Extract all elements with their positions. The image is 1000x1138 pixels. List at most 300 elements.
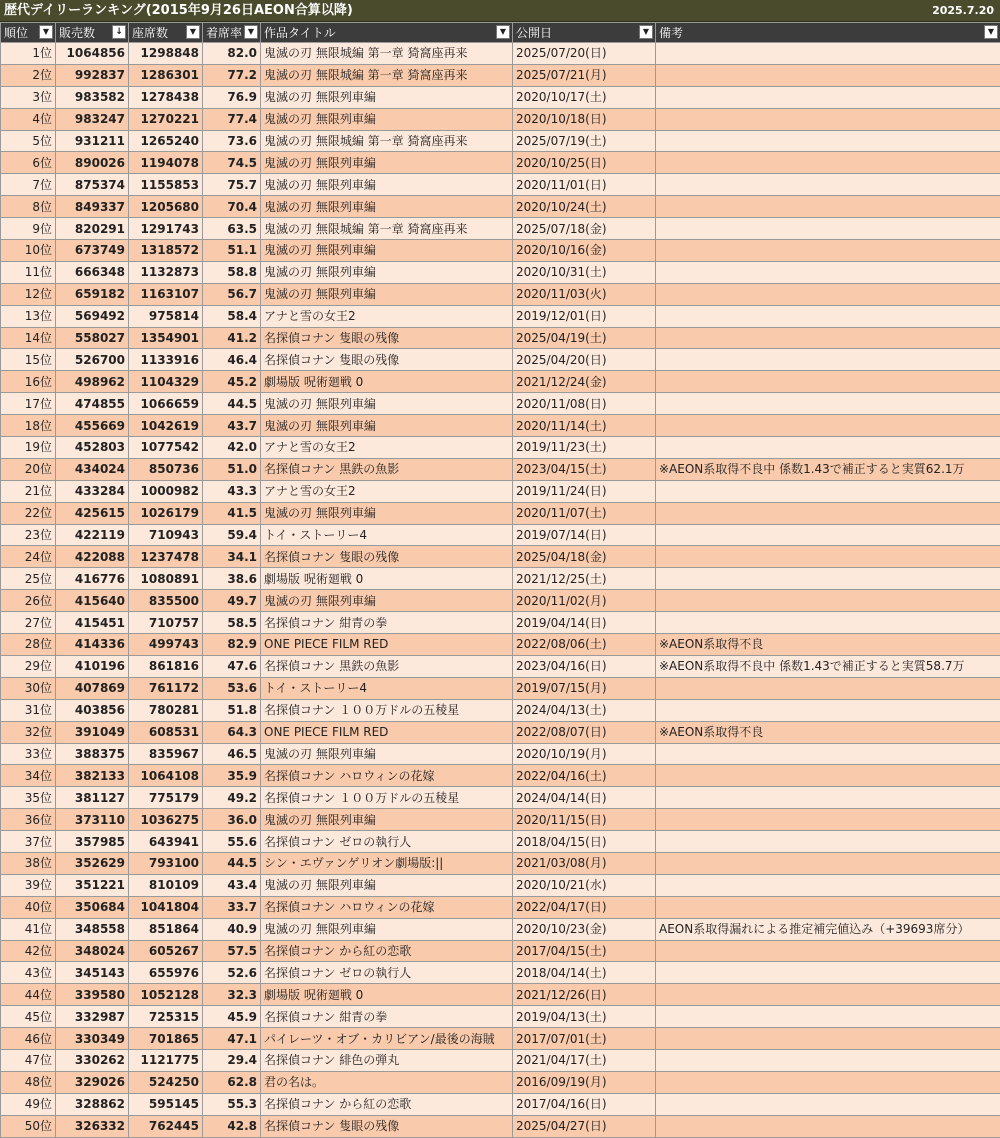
cell-rate[interactable]: 56.7	[203, 283, 261, 305]
cell-rate[interactable]: 75.7	[203, 174, 261, 196]
cell-seats[interactable]: 835967	[129, 743, 203, 765]
cell-note[interactable]	[656, 940, 1000, 962]
cell-seats[interactable]: 499743	[129, 634, 203, 656]
cell-sales[interactable]: 339580	[56, 984, 129, 1006]
cell-date[interactable]: 2021/04/17(土)	[513, 1049, 656, 1071]
cell-seats[interactable]: 1042619	[129, 415, 203, 437]
cell-rank[interactable]: 29位	[1, 655, 56, 677]
cell-date[interactable]: 2024/04/14(日)	[513, 787, 656, 809]
cell-date[interactable]: 2022/08/06(土)	[513, 634, 656, 656]
cell-rank[interactable]: 1位	[1, 43, 56, 65]
cell-sales[interactable]: 455669	[56, 415, 129, 437]
cell-title[interactable]: 名探偵コナン 隻眼の残像	[261, 327, 513, 349]
cell-seats[interactable]: 835500	[129, 590, 203, 612]
cell-title[interactable]: 名探偵コナン ゼロの執行人	[261, 962, 513, 984]
cell-title[interactable]: 名探偵コナン １００万ドルの五稜星	[261, 787, 513, 809]
cell-rank[interactable]: 49位	[1, 1093, 56, 1115]
cell-rank[interactable]: 2位	[1, 64, 56, 86]
cell-date[interactable]: 2019/04/14(日)	[513, 612, 656, 634]
cell-date[interactable]: 2019/04/13(土)	[513, 1006, 656, 1028]
cell-rank[interactable]: 8位	[1, 196, 56, 218]
cell-title[interactable]: 劇場版 呪術廻戦 0	[261, 371, 513, 393]
cell-date[interactable]: 2020/10/19(月)	[513, 743, 656, 765]
cell-rate[interactable]: 45.9	[203, 1006, 261, 1028]
cell-title[interactable]: 鬼滅の刃 無限列車編	[261, 918, 513, 940]
cell-rate[interactable]: 74.5	[203, 152, 261, 174]
cell-title[interactable]: 鬼滅の刃 無限列車編	[261, 108, 513, 130]
cell-title[interactable]: 鬼滅の刃 無限列車編	[261, 152, 513, 174]
cell-seats[interactable]: 861816	[129, 655, 203, 677]
cell-note[interactable]	[656, 480, 1000, 502]
cell-note[interactable]	[656, 962, 1000, 984]
cell-seats[interactable]: 810109	[129, 874, 203, 896]
cell-rank[interactable]: 37位	[1, 831, 56, 853]
cell-note[interactable]	[656, 86, 1000, 108]
cell-date[interactable]: 2016/09/19(月)	[513, 1071, 656, 1093]
cell-seats[interactable]: 775179	[129, 787, 203, 809]
cell-sales[interactable]: 569492	[56, 305, 129, 327]
cell-seats[interactable]: 595145	[129, 1093, 203, 1115]
cell-title[interactable]: 鬼滅の刃 無限列車編	[261, 174, 513, 196]
cell-note[interactable]	[656, 1028, 1000, 1050]
cell-note[interactable]	[656, 984, 1000, 1006]
cell-rate[interactable]: 32.3	[203, 984, 261, 1006]
cell-sales[interactable]: 422088	[56, 546, 129, 568]
cell-seats[interactable]: 761172	[129, 677, 203, 699]
cell-seats[interactable]: 524250	[129, 1071, 203, 1093]
cell-sales[interactable]: 332987	[56, 1006, 129, 1028]
cell-note[interactable]	[656, 809, 1000, 831]
cell-date[interactable]: 2021/12/26(日)	[513, 984, 656, 1006]
cell-sales[interactable]: 849337	[56, 196, 129, 218]
cell-date[interactable]: 2020/10/16(金)	[513, 240, 656, 262]
cell-title[interactable]: 名探偵コナン ハロウィンの花嫁	[261, 765, 513, 787]
cell-date[interactable]: 2021/03/08(月)	[513, 852, 656, 874]
cell-rank[interactable]: 17位	[1, 393, 56, 415]
cell-sales[interactable]: 348024	[56, 940, 129, 962]
cell-title[interactable]: 鬼滅の刃 無限列車編	[261, 809, 513, 831]
cell-seats[interactable]: 1286301	[129, 64, 203, 86]
cell-seats[interactable]: 1205680	[129, 196, 203, 218]
cell-seats[interactable]: 1080891	[129, 568, 203, 590]
cell-rate[interactable]: 59.4	[203, 524, 261, 546]
cell-note[interactable]	[656, 218, 1000, 240]
cell-note[interactable]: ※AEON系取得不良	[656, 721, 1000, 743]
cell-rate[interactable]: 62.8	[203, 1071, 261, 1093]
cell-note[interactable]	[656, 831, 1000, 853]
cell-seats[interactable]: 1155853	[129, 174, 203, 196]
cell-rank[interactable]: 10位	[1, 240, 56, 262]
cell-note[interactable]	[656, 240, 1000, 262]
cell-date[interactable]: 2022/04/17(日)	[513, 896, 656, 918]
cell-note[interactable]	[656, 590, 1000, 612]
cell-note[interactable]	[656, 896, 1000, 918]
cell-rank[interactable]: 46位	[1, 1028, 56, 1050]
cell-title[interactable]: 名探偵コナン 黒鉄の魚影	[261, 458, 513, 480]
cell-note[interactable]	[656, 743, 1000, 765]
cell-note[interactable]	[656, 43, 1000, 65]
cell-sales[interactable]: 983247	[56, 108, 129, 130]
cell-date[interactable]: 2020/11/03(火)	[513, 283, 656, 305]
cell-seats[interactable]: 780281	[129, 699, 203, 721]
cell-sales[interactable]: 931211	[56, 130, 129, 152]
cell-note[interactable]	[656, 874, 1000, 896]
cell-title[interactable]: 鬼滅の刃 無限列車編	[261, 415, 513, 437]
cell-rank[interactable]: 24位	[1, 546, 56, 568]
cell-rank[interactable]: 7位	[1, 174, 56, 196]
cell-note[interactable]	[656, 393, 1000, 415]
sort-descending-icon[interactable]: ↓	[112, 25, 126, 39]
cell-date[interactable]: 2023/04/16(日)	[513, 655, 656, 677]
cell-date[interactable]: 2020/11/15(日)	[513, 809, 656, 831]
cell-rank[interactable]: 4位	[1, 108, 56, 130]
cell-title[interactable]: 名探偵コナン から紅の恋歌	[261, 1093, 513, 1115]
cell-seats[interactable]: 710943	[129, 524, 203, 546]
cell-seats[interactable]: 1298848	[129, 43, 203, 65]
cell-rank[interactable]: 34位	[1, 765, 56, 787]
cell-date[interactable]: 2020/10/21(水)	[513, 874, 656, 896]
cell-rank[interactable]: 25位	[1, 568, 56, 590]
cell-note[interactable]	[656, 108, 1000, 130]
cell-rank[interactable]: 38位	[1, 852, 56, 874]
cell-seats[interactable]: 1354901	[129, 327, 203, 349]
cell-note[interactable]	[656, 261, 1000, 283]
cell-seats[interactable]: 1026179	[129, 502, 203, 524]
cell-note[interactable]	[656, 612, 1000, 634]
cell-rank[interactable]: 13位	[1, 305, 56, 327]
cell-rank[interactable]: 45位	[1, 1006, 56, 1028]
cell-seats[interactable]: 850736	[129, 458, 203, 480]
cell-title[interactable]: 名探偵コナン 紺青の拳	[261, 612, 513, 634]
cell-date[interactable]: 2020/11/02(月)	[513, 590, 656, 612]
cell-title[interactable]: 鬼滅の刃 無限列車編	[261, 86, 513, 108]
cell-rate[interactable]: 43.4	[203, 874, 261, 896]
cell-date[interactable]: 2025/04/19(土)	[513, 327, 656, 349]
cell-seats[interactable]: 1132873	[129, 261, 203, 283]
cell-rate[interactable]: 42.8	[203, 1115, 261, 1137]
cell-seats[interactable]: 1041804	[129, 896, 203, 918]
cell-sales[interactable]: 410196	[56, 655, 129, 677]
cell-rate[interactable]: 51.1	[203, 240, 261, 262]
cell-sales[interactable]: 352629	[56, 852, 129, 874]
cell-date[interactable]: 2025/07/21(月)	[513, 64, 656, 86]
cell-date[interactable]: 2025/07/20(日)	[513, 43, 656, 65]
cell-title[interactable]: 鬼滅の刃 無限列車編	[261, 502, 513, 524]
cell-rate[interactable]: 52.6	[203, 962, 261, 984]
cell-note[interactable]	[656, 174, 1000, 196]
cell-rank[interactable]: 22位	[1, 502, 56, 524]
cell-sales[interactable]: 415451	[56, 612, 129, 634]
cell-rank[interactable]: 5位	[1, 130, 56, 152]
cell-note[interactable]	[656, 152, 1000, 174]
cell-sales[interactable]: 474855	[56, 393, 129, 415]
cell-note[interactable]	[656, 1071, 1000, 1093]
cell-title[interactable]: 劇場版 呪術廻戦 0	[261, 568, 513, 590]
cell-rate[interactable]: 38.6	[203, 568, 261, 590]
cell-rank[interactable]: 18位	[1, 415, 56, 437]
cell-title[interactable]: 鬼滅の刃 無限列車編	[261, 590, 513, 612]
cell-note[interactable]	[656, 1049, 1000, 1071]
cell-rate[interactable]: 53.6	[203, 677, 261, 699]
cell-seats[interactable]: 1270221	[129, 108, 203, 130]
cell-sales[interactable]: 330349	[56, 1028, 129, 1050]
cell-rank[interactable]: 42位	[1, 940, 56, 962]
cell-title[interactable]: 名探偵コナン 紺青の拳	[261, 1006, 513, 1028]
cell-rate[interactable]: 44.5	[203, 393, 261, 415]
cell-rank[interactable]: 33位	[1, 743, 56, 765]
cell-date[interactable]: 2018/04/14(土)	[513, 962, 656, 984]
cell-date[interactable]: 2020/10/17(土)	[513, 86, 656, 108]
cell-note[interactable]	[656, 437, 1000, 459]
cell-sales[interactable]: 659182	[56, 283, 129, 305]
cell-rate[interactable]: 82.9	[203, 634, 261, 656]
cell-sales[interactable]: 434024	[56, 458, 129, 480]
cell-date[interactable]: 2021/12/25(土)	[513, 568, 656, 590]
cell-sales[interactable]: 558027	[56, 327, 129, 349]
cell-rank[interactable]: 36位	[1, 809, 56, 831]
cell-rate[interactable]: 70.4	[203, 196, 261, 218]
cell-rate[interactable]: 29.4	[203, 1049, 261, 1071]
cell-sales[interactable]: 415640	[56, 590, 129, 612]
cell-rank[interactable]: 19位	[1, 437, 56, 459]
cell-rate[interactable]: 36.0	[203, 809, 261, 831]
cell-date[interactable]: 2025/04/20(日)	[513, 349, 656, 371]
cell-rank[interactable]: 12位	[1, 283, 56, 305]
cell-sales[interactable]: 422119	[56, 524, 129, 546]
cell-seats[interactable]: 1278438	[129, 86, 203, 108]
cell-note[interactable]	[656, 568, 1000, 590]
cell-note[interactable]	[656, 699, 1000, 721]
cell-sales[interactable]: 890026	[56, 152, 129, 174]
cell-sales[interactable]: 326332	[56, 1115, 129, 1137]
cell-rank[interactable]: 44位	[1, 984, 56, 1006]
filter-dropdown-icon[interactable]: ▼	[639, 25, 653, 39]
cell-rank[interactable]: 11位	[1, 261, 56, 283]
cell-sales[interactable]: 875374	[56, 174, 129, 196]
cell-rank[interactable]: 6位	[1, 152, 56, 174]
cell-date[interactable]: 2024/04/13(土)	[513, 699, 656, 721]
cell-seats[interactable]: 1121775	[129, 1049, 203, 1071]
cell-note[interactable]: ※AEON系取得不良	[656, 634, 1000, 656]
cell-seats[interactable]: 793100	[129, 852, 203, 874]
cell-date[interactable]: 2020/11/07(土)	[513, 502, 656, 524]
cell-title[interactable]: 君の名は。	[261, 1071, 513, 1093]
cell-sales[interactable]: 391049	[56, 721, 129, 743]
cell-date[interactable]: 2019/12/01(日)	[513, 305, 656, 327]
cell-rate[interactable]: 43.3	[203, 480, 261, 502]
cell-seats[interactable]: 608531	[129, 721, 203, 743]
cell-date[interactable]: 2025/04/18(金)	[513, 546, 656, 568]
cell-seats[interactable]: 701865	[129, 1028, 203, 1050]
cell-rank[interactable]: 50位	[1, 1115, 56, 1137]
cell-date[interactable]: 2025/07/18(金)	[513, 218, 656, 240]
cell-sales[interactable]: 403856	[56, 699, 129, 721]
cell-title[interactable]: トイ・ストーリー4	[261, 677, 513, 699]
cell-sales[interactable]: 498962	[56, 371, 129, 393]
cell-rate[interactable]: 41.2	[203, 327, 261, 349]
cell-seats[interactable]: 1052128	[129, 984, 203, 1006]
cell-note[interactable]	[656, 787, 1000, 809]
cell-rate[interactable]: 34.1	[203, 546, 261, 568]
cell-rate[interactable]: 47.6	[203, 655, 261, 677]
cell-title[interactable]: 名探偵コナン から紅の恋歌	[261, 940, 513, 962]
cell-rank[interactable]: 47位	[1, 1049, 56, 1071]
cell-sales[interactable]: 673749	[56, 240, 129, 262]
cell-title[interactable]: 名探偵コナン 隻眼の残像	[261, 349, 513, 371]
cell-rank[interactable]: 30位	[1, 677, 56, 699]
cell-title[interactable]: 名探偵コナン 黒鉄の魚影	[261, 655, 513, 677]
cell-note[interactable]	[656, 283, 1000, 305]
cell-note[interactable]	[656, 546, 1000, 568]
cell-rank[interactable]: 9位	[1, 218, 56, 240]
cell-rank[interactable]: 43位	[1, 962, 56, 984]
cell-seats[interactable]: 1000982	[129, 480, 203, 502]
cell-rate[interactable]: 35.9	[203, 765, 261, 787]
cell-title[interactable]: アナと雪の女王2	[261, 437, 513, 459]
cell-rate[interactable]: 46.5	[203, 743, 261, 765]
cell-sales[interactable]: 328862	[56, 1093, 129, 1115]
cell-rank[interactable]: 23位	[1, 524, 56, 546]
cell-note[interactable]	[656, 196, 1000, 218]
cell-seats[interactable]: 1194078	[129, 152, 203, 174]
cell-date[interactable]: 2022/08/07(日)	[513, 721, 656, 743]
cell-title[interactable]: 劇場版 呪術廻戦 0	[261, 984, 513, 1006]
cell-rate[interactable]: 41.5	[203, 502, 261, 524]
cell-rank[interactable]: 48位	[1, 1071, 56, 1093]
cell-title[interactable]: 鬼滅の刃 無限城編 第一章 猗窩座再来	[261, 130, 513, 152]
cell-rank[interactable]: 20位	[1, 458, 56, 480]
cell-title[interactable]: 鬼滅の刃 無限列車編	[261, 261, 513, 283]
cell-note[interactable]	[656, 1093, 1000, 1115]
cell-rank[interactable]: 27位	[1, 612, 56, 634]
cell-rate[interactable]: 44.5	[203, 852, 261, 874]
cell-rank[interactable]: 32位	[1, 721, 56, 743]
cell-date[interactable]: 2017/04/15(土)	[513, 940, 656, 962]
cell-rate[interactable]: 49.7	[203, 590, 261, 612]
cell-title[interactable]: 鬼滅の刃 無限列車編	[261, 874, 513, 896]
cell-rate[interactable]: 42.0	[203, 437, 261, 459]
cell-rank[interactable]: 41位	[1, 918, 56, 940]
cell-note[interactable]	[656, 852, 1000, 874]
cell-title[interactable]: ONE PIECE FILM RED	[261, 721, 513, 743]
cell-rate[interactable]: 63.5	[203, 218, 261, 240]
cell-note[interactable]	[656, 765, 1000, 787]
cell-title[interactable]: 鬼滅の刃 無限列車編	[261, 743, 513, 765]
cell-sales[interactable]: 983582	[56, 86, 129, 108]
cell-rate[interactable]: 76.9	[203, 86, 261, 108]
cell-sales[interactable]: 407869	[56, 677, 129, 699]
cell-note[interactable]	[656, 130, 1000, 152]
cell-sales[interactable]: 666348	[56, 261, 129, 283]
cell-rate[interactable]: 55.3	[203, 1093, 261, 1115]
cell-title[interactable]: 鬼滅の刃 無限列車編	[261, 196, 513, 218]
filter-dropdown-icon[interactable]: ▼	[39, 25, 53, 39]
cell-note[interactable]	[656, 327, 1000, 349]
cell-title[interactable]: 鬼滅の刃 無限城編 第一章 猗窩座再来	[261, 218, 513, 240]
cell-seats[interactable]: 1064108	[129, 765, 203, 787]
cell-rank[interactable]: 14位	[1, 327, 56, 349]
cell-note[interactable]: AEON系取得漏れによる推定補完値込み（+39693席分）	[656, 918, 1000, 940]
cell-title[interactable]: 名探偵コナン ハロウィンの花嫁	[261, 896, 513, 918]
cell-seats[interactable]: 655976	[129, 962, 203, 984]
cell-date[interactable]: 2019/11/23(土)	[513, 437, 656, 459]
cell-sales[interactable]: 329026	[56, 1071, 129, 1093]
cell-date[interactable]: 2020/11/01(日)	[513, 174, 656, 196]
cell-seats[interactable]: 1066659	[129, 393, 203, 415]
cell-sales[interactable]: 348558	[56, 918, 129, 940]
cell-note[interactable]	[656, 524, 1000, 546]
cell-seats[interactable]: 725315	[129, 1006, 203, 1028]
cell-date[interactable]: 2023/04/15(土)	[513, 458, 656, 480]
cell-title[interactable]: パイレーツ・オブ・カリビアン/最後の海賊	[261, 1028, 513, 1050]
cell-sales[interactable]: 416776	[56, 568, 129, 590]
cell-note[interactable]: ※AEON系取得不良中 係数1.43で補正すると実質62.1万	[656, 458, 1000, 480]
cell-note[interactable]	[656, 1006, 1000, 1028]
cell-rate[interactable]: 33.7	[203, 896, 261, 918]
cell-title[interactable]: 名探偵コナン ゼロの執行人	[261, 831, 513, 853]
cell-date[interactable]: 2020/10/24(土)	[513, 196, 656, 218]
filter-dropdown-icon[interactable]: ▼	[984, 25, 998, 39]
cell-note[interactable]	[656, 305, 1000, 327]
cell-rate[interactable]: 55.6	[203, 831, 261, 853]
cell-rate[interactable]: 58.5	[203, 612, 261, 634]
cell-title[interactable]: 鬼滅の刃 無限城編 第一章 猗窩座再来	[261, 64, 513, 86]
cell-seats[interactable]: 762445	[129, 1115, 203, 1137]
cell-rate[interactable]: 45.2	[203, 371, 261, 393]
filter-dropdown-icon[interactable]: ▼	[496, 25, 510, 39]
cell-sales[interactable]: 382133	[56, 765, 129, 787]
cell-date[interactable]: 2025/04/27(日)	[513, 1115, 656, 1137]
cell-date[interactable]: 2025/07/19(土)	[513, 130, 656, 152]
cell-date[interactable]: 2022/04/16(土)	[513, 765, 656, 787]
cell-sales[interactable]: 345143	[56, 962, 129, 984]
cell-seats[interactable]: 975814	[129, 305, 203, 327]
cell-rank[interactable]: 3位	[1, 86, 56, 108]
cell-title[interactable]: トイ・ストーリー4	[261, 524, 513, 546]
cell-sales[interactable]: 433284	[56, 480, 129, 502]
cell-date[interactable]: 2019/07/14(日)	[513, 524, 656, 546]
cell-rate[interactable]: 58.8	[203, 261, 261, 283]
cell-sales[interactable]: 414336	[56, 634, 129, 656]
cell-rate[interactable]: 58.4	[203, 305, 261, 327]
cell-sales[interactable]: 526700	[56, 349, 129, 371]
cell-rate[interactable]: 73.6	[203, 130, 261, 152]
cell-title[interactable]: ONE PIECE FILM RED	[261, 634, 513, 656]
cell-date[interactable]: 2019/11/24(日)	[513, 480, 656, 502]
cell-sales[interactable]: 381127	[56, 787, 129, 809]
cell-note[interactable]: ※AEON系取得不良中 係数1.43で補正すると実質58.7万	[656, 655, 1000, 677]
cell-seats[interactable]: 1104329	[129, 371, 203, 393]
cell-rate[interactable]: 43.7	[203, 415, 261, 437]
cell-rank[interactable]: 16位	[1, 371, 56, 393]
cell-date[interactable]: 2020/11/08(日)	[513, 393, 656, 415]
cell-date[interactable]: 2018/04/15(日)	[513, 831, 656, 853]
cell-note[interactable]	[656, 415, 1000, 437]
cell-seats[interactable]: 1265240	[129, 130, 203, 152]
cell-seats[interactable]: 1291743	[129, 218, 203, 240]
cell-title[interactable]: 名探偵コナン 隻眼の残像	[261, 546, 513, 568]
cell-title[interactable]: 鬼滅の刃 無限列車編	[261, 393, 513, 415]
cell-title[interactable]: 鬼滅の刃 無限列車編	[261, 240, 513, 262]
cell-title[interactable]: シン・エヴァンゲリオン劇場版:||	[261, 852, 513, 874]
cell-title[interactable]: アナと雪の女王2	[261, 305, 513, 327]
cell-rate[interactable]: 40.9	[203, 918, 261, 940]
cell-seats[interactable]: 1163107	[129, 283, 203, 305]
cell-sales[interactable]: 351221	[56, 874, 129, 896]
cell-sales[interactable]: 388375	[56, 743, 129, 765]
cell-rank[interactable]: 28位	[1, 634, 56, 656]
cell-title[interactable]: 名探偵コナン 隻眼の残像	[261, 1115, 513, 1137]
